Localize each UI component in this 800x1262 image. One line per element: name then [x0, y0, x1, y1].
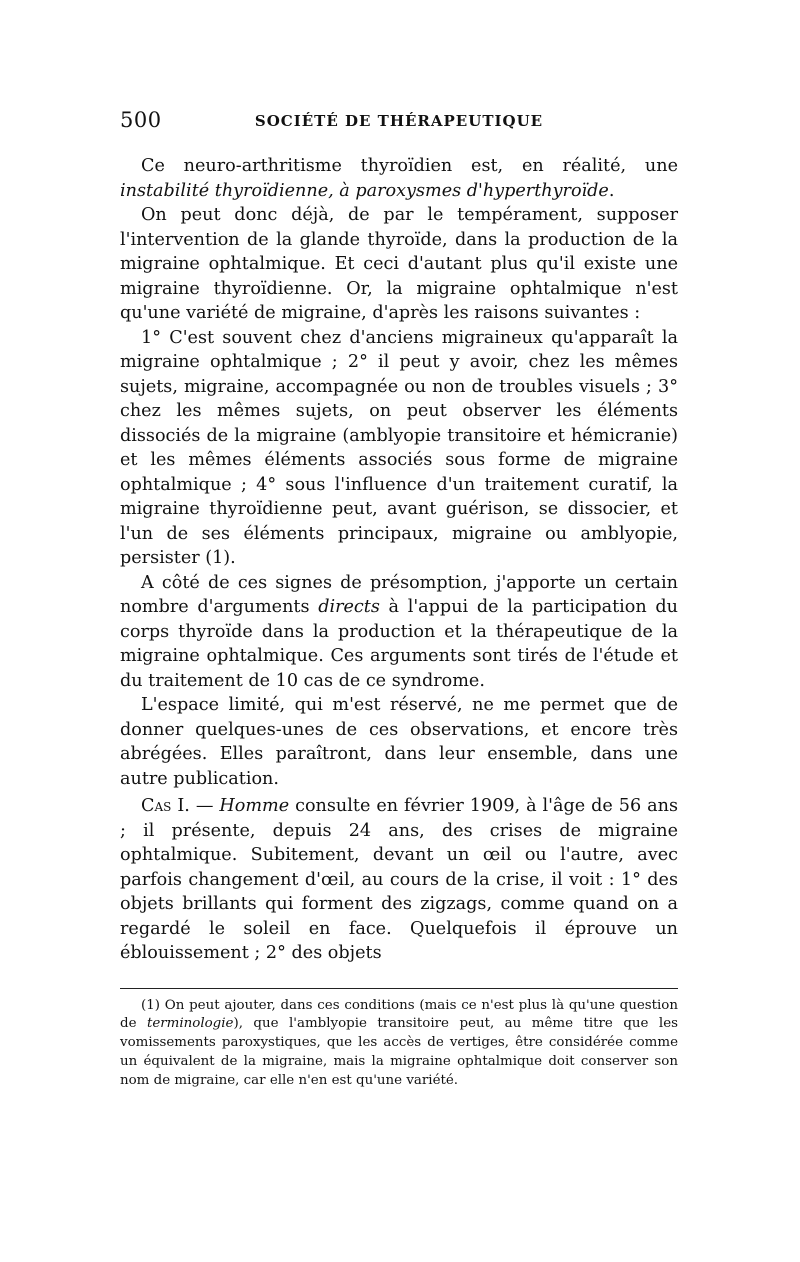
footnote-1-emphasis: terminologie — [146, 1016, 234, 1032]
paragraph-1-end: . — [608, 180, 615, 201]
footnotes — [120, 997, 678, 1091]
case-1-paragraph — [120, 794, 678, 966]
footnote-1-text: (1) On peut ajouter, dans ces conditions (mais ce n'est plus là qu'une question de — [120, 997, 678, 1032]
page-header — [120, 108, 678, 140]
case-subject: Homme — [219, 796, 290, 816]
case-dash: — — [189, 796, 220, 816]
paragraph-2: On peut donc déjà, de par le tempérament, supposer l'intervention de la glande thyroïde, dans la production de la migraine ophtalmique. Et ceci d'autant plus qu'il existe une migraine thyroïdienne. Or, la migraine ophtalmique n'est qu'une variété de migraine, d'après les raisons suivantes : — [120, 205, 678, 323]
paragraph-1-emphasis: instabilité thyroïdienne, à paroxysmes d'hyperthyroïde — [120, 180, 609, 201]
page-number: 500 — [120, 108, 162, 132]
paragraph-3: 1° C'est souvent chez d'anciens migraineux qu'apparaît la migraine ophtalmique ; 2° il peut y avoir, chez les mêmes sujets, migraine, accompagnée ou non de troubles visuels ; 3° chez les mêmes sujets, on peut observer les éléments dissociés de la migraine (amblyopie transitoire et hémicranie) et les mêmes éléments associés sous forme de migraine ophtalmique ; 4° sous l'influence d'un traitement curatif, la migraine thyroïdienne peut, avant guérison, se dissocier, et l'un de ses éléments principaux, migraine ou amblyopie, persister (1). — [120, 327, 678, 568]
paragraph-4-end: à l'appui de la participation du corps thyroïde dans la production et la thérapeutique de la migraine ophtalmique. Ces arguments sont tirés de l'étude et du traitement de 10 cas de ce syndrome. — [120, 597, 678, 691]
case-1-text: consulte en février 1909, à l'âge de 56 ans ; il présente, depuis 24 ans, des crises de migraine ophtalmique. Subitement, devant un œil ou l'autre, avec parfois changement d'œil, au cours de la crise, il voit : 1° des objets brillants qui forment des zigzags, comme quand on a regardé le soleil en face. Quelquefois il éprouve un éblouissement ; 2° des objets — [120, 796, 679, 963]
footnote-1-end: ), que l'amblyopie transitoire peut, au même titre que les vomissements paroxystiques, que les accès de vertiges, être considérée comme un équivalent de la migraine, mais la migraine ophtalmique doit conserver son nom de migraine, car elle n'en est qu'une variété. — [120, 1016, 678, 1088]
footnote-rule — [120, 988, 678, 989]
footnote-1 — [120, 997, 678, 1091]
book-page — [120, 108, 678, 1090]
running-title: SOCIÉTÉ DE THÉRAPEUTIQUE — [254, 112, 544, 130]
case-label: Cas I. — [141, 796, 190, 816]
paragraph-5: L'espace limité, qui m'est réservé, ne me permet que de donner quelques-unes de ces observations, et encore très abrégées. Elles paraîtront, dans leur ensemble, dans une autre publication. — [120, 695, 678, 789]
paragraph-1 — [120, 154, 678, 203]
paragraph-4-text: A côté de ces signes de présomption, j'apporte un certain nombre d'arguments — [120, 572, 678, 617]
paragraph-4-emphasis: directs — [318, 597, 380, 617]
body-text — [120, 154, 678, 966]
paragraph-1-text: Ce neuro-arthritisme thyroïdien est, en réalité, une — [141, 156, 678, 176]
paragraph-4 — [120, 571, 678, 694]
